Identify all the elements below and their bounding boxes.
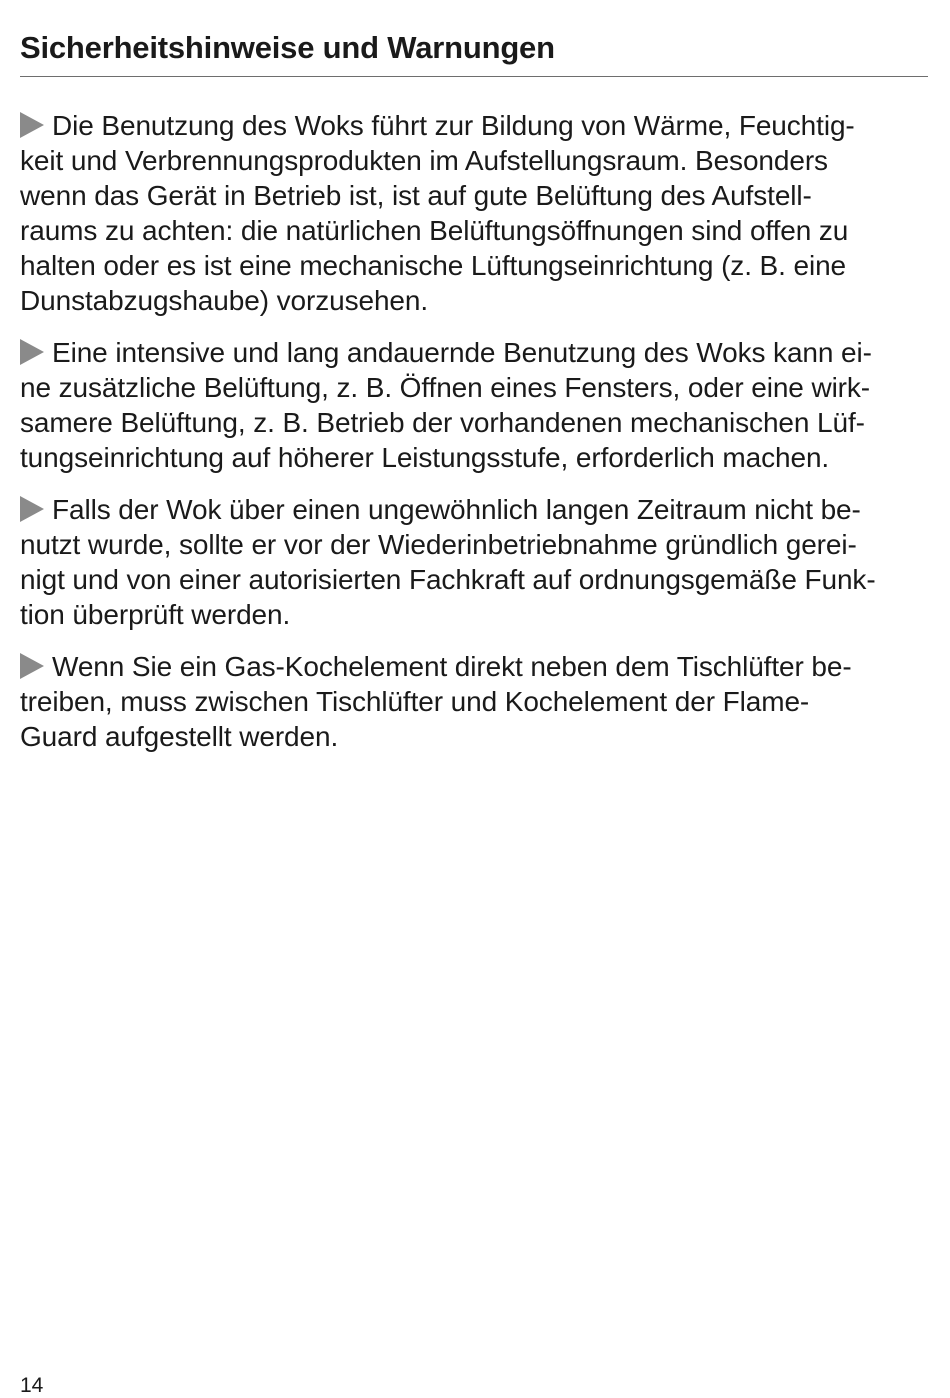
warnings-content: [20, 108, 925, 771]
paragraph-line: ne zusätzliche Belüftung, z. B. Öffnen eines Fensters, oder eine wirk-: [20, 372, 871, 403]
triangle-bullet-icon: [20, 496, 44, 522]
paragraph-line: keit und Verbrennungsprodukten im Aufstellungsraum. Besonders: [20, 145, 828, 176]
paragraph-line: Guard aufgestellt werden.: [20, 721, 339, 752]
warning-paragraph-3: [20, 492, 925, 632]
page-title: Sicherheitshinweise und Warnungen: [20, 30, 555, 65]
page-header: [20, 28, 928, 77]
paragraph-line: nigt und von einer autorisierten Fachkraft auf ordnungsgemäße Funk-: [20, 564, 876, 595]
paragraph-line: tion überprüft werden.: [20, 599, 291, 630]
paragraph-line: treiben, muss zwischen Tischlüfter und Kochelement der Flame-: [20, 686, 810, 717]
triangle-bullet-icon: [20, 339, 44, 365]
paragraph-line: wenn das Gerät in Betrieb ist, ist auf gute Belüftung des Aufstell-: [20, 180, 812, 211]
paragraph-line: tungseinrichtung auf höherer Leistungsstufe, erforderlich machen.: [20, 442, 830, 473]
paragraph-line: halten oder es ist eine mechanische Lüftungseinrichtung (z. B. eine: [20, 250, 847, 281]
paragraph-line: Die Benutzung des Woks führt zur Bildung von Wärme, Feuchtig-: [52, 110, 855, 141]
warning-paragraph-1: [20, 108, 925, 318]
triangle-bullet-icon: [20, 653, 44, 679]
paragraph-line: Eine intensive und lang andauernde Benutzung des Woks kann ei-: [52, 337, 872, 368]
warning-paragraph-4: [20, 649, 925, 754]
warning-paragraph-2: [20, 335, 925, 475]
paragraph-line: nutzt wurde, sollte er vor der Wiederinbetriebnahme gründlich gerei-: [20, 529, 857, 560]
paragraph-line: raums zu achten: die natürlichen Belüftungsöffnungen sind offen zu: [20, 215, 849, 246]
paragraph-line: samere Belüftung, z. B. Betrieb der vorhandenen mechanischen Lüf-: [20, 407, 865, 438]
paragraph-line: Wenn Sie ein Gas-Kochelement direkt neben dem Tischlüfter be-: [52, 651, 852, 682]
page-number: 14: [20, 1374, 44, 1397]
triangle-bullet-icon: [20, 112, 44, 138]
paragraph-line: Falls der Wok über einen ungewöhnlich langen Zeitraum nicht be-: [52, 494, 861, 525]
paragraph-line: Dunstabzugshaube) vorzusehen.: [20, 285, 429, 316]
